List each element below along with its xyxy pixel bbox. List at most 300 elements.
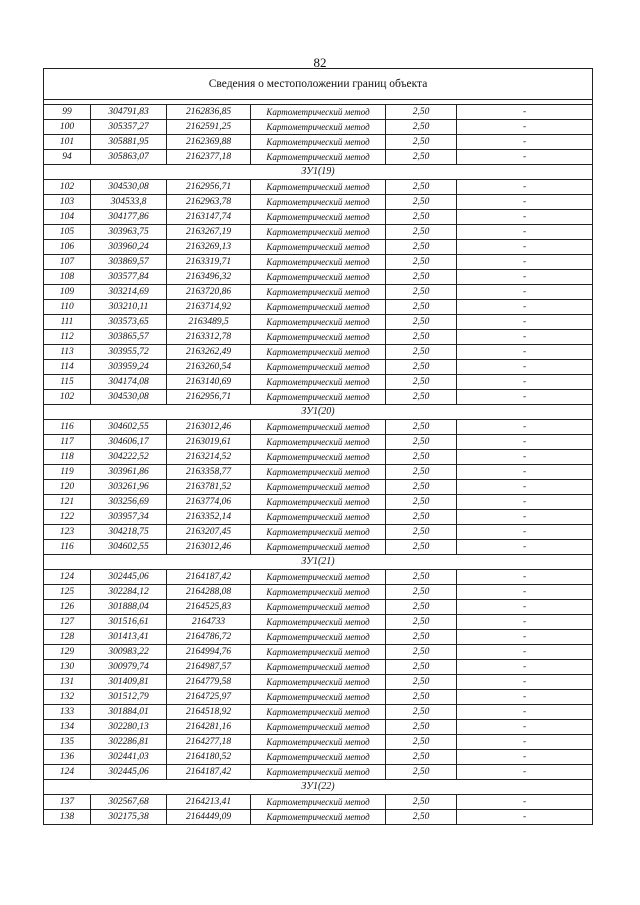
x-coordinate-cell: 302286,81 [91, 735, 167, 750]
point-number-cell: 131 [44, 675, 91, 690]
description-cell: - [457, 495, 593, 510]
point-number-cell: 136 [44, 750, 91, 765]
method-cell: Картометрический метод [251, 525, 386, 540]
accuracy-cell: 2,50 [386, 135, 457, 150]
table-row [44, 345, 593, 360]
description-cell: - [457, 720, 593, 735]
method-cell: Картометрический метод [251, 330, 386, 345]
y-coordinate-cell: 2163358,77 [167, 465, 251, 480]
description-cell: - [457, 570, 593, 585]
table-row [44, 420, 593, 435]
method-cell: Картометрический метод [251, 135, 386, 150]
point-number-cell: 106 [44, 240, 91, 255]
description-cell: - [457, 300, 593, 315]
table-row [44, 390, 593, 405]
x-coordinate-cell: 304602,55 [91, 420, 167, 435]
description-cell: - [457, 690, 593, 705]
point-number-cell: 122 [44, 510, 91, 525]
description-cell: - [457, 120, 593, 135]
description-cell: - [457, 525, 593, 540]
description-cell: - [457, 765, 593, 780]
section-row [44, 165, 593, 180]
point-number-cell: 108 [44, 270, 91, 285]
x-coordinate-cell: 304218,75 [91, 525, 167, 540]
x-coordinate-cell: 305863,07 [91, 150, 167, 165]
point-number-cell: 124 [44, 765, 91, 780]
table-row [44, 525, 593, 540]
x-coordinate-cell: 301413,41 [91, 630, 167, 645]
description-cell: - [457, 255, 593, 270]
point-number-cell: 110 [44, 300, 91, 315]
accuracy-cell: 2,50 [386, 105, 457, 120]
point-number-cell: 99 [44, 105, 91, 120]
y-coordinate-cell: 2164725,97 [167, 690, 251, 705]
x-coordinate-cell: 302567,68 [91, 795, 167, 810]
point-number-cell: 102 [44, 180, 91, 195]
y-coordinate-cell: 2163207,45 [167, 525, 251, 540]
accuracy-cell: 2,50 [386, 810, 457, 825]
x-coordinate-cell: 301888,04 [91, 600, 167, 615]
table-row [44, 435, 593, 450]
description-cell: - [457, 390, 593, 405]
point-number-cell: 127 [44, 615, 91, 630]
accuracy-cell: 2,50 [386, 330, 457, 345]
point-number-cell: 114 [44, 360, 91, 375]
point-number-cell: 115 [44, 375, 91, 390]
y-coordinate-cell: 2163774,06 [167, 495, 251, 510]
x-coordinate-cell: 304174,08 [91, 375, 167, 390]
table-row [44, 330, 593, 345]
table-row [44, 810, 593, 825]
method-cell: Картометрический метод [251, 510, 386, 525]
method-cell: Картометрический метод [251, 195, 386, 210]
description-cell: - [457, 435, 593, 450]
accuracy-cell: 2,50 [386, 120, 457, 135]
table-row [44, 465, 593, 480]
accuracy-cell: 2,50 [386, 660, 457, 675]
method-cell: Картометрический метод [251, 480, 386, 495]
y-coordinate-cell: 2162377,18 [167, 150, 251, 165]
y-coordinate-cell: 2162369,88 [167, 135, 251, 150]
description-cell: - [457, 360, 593, 375]
method-cell: Картометрический метод [251, 390, 386, 405]
y-coordinate-cell: 2163269,13 [167, 240, 251, 255]
accuracy-cell: 2,50 [386, 375, 457, 390]
y-coordinate-cell: 2164779,58 [167, 675, 251, 690]
table-row [44, 675, 593, 690]
table-row [44, 360, 593, 375]
y-coordinate-cell: 2164213,41 [167, 795, 251, 810]
accuracy-cell: 2,50 [386, 570, 457, 585]
accuracy-cell: 2,50 [386, 345, 457, 360]
method-cell: Картометрический метод [251, 810, 386, 825]
accuracy-cell: 2,50 [386, 675, 457, 690]
table-row [44, 150, 593, 165]
x-coordinate-cell: 301512,79 [91, 690, 167, 705]
table-row [44, 570, 593, 585]
point-number-cell: 130 [44, 660, 91, 675]
description-cell: - [457, 420, 593, 435]
x-coordinate-cell: 304530,08 [91, 180, 167, 195]
page-number: 82 [313, 55, 327, 70]
x-coordinate-cell: 302175,38 [91, 810, 167, 825]
accuracy-cell: 2,50 [386, 195, 457, 210]
x-coordinate-cell: 301884,01 [91, 705, 167, 720]
x-coordinate-cell: 303256,69 [91, 495, 167, 510]
point-number-cell: 102 [44, 390, 91, 405]
method-cell: Картометрический метод [251, 315, 386, 330]
x-coordinate-cell: 300983,22 [91, 645, 167, 660]
method-cell: Картометрический метод [251, 240, 386, 255]
description-cell: - [457, 285, 593, 300]
y-coordinate-cell: 2163720,86 [167, 285, 251, 300]
table-row [44, 660, 593, 675]
x-coordinate-cell: 302284,12 [91, 585, 167, 600]
accuracy-cell: 2,50 [386, 180, 457, 195]
description-cell: - [457, 630, 593, 645]
accuracy-cell: 2,50 [386, 240, 457, 255]
description-cell: - [457, 510, 593, 525]
description-cell: - [457, 750, 593, 765]
method-cell: Картометрический метод [251, 360, 386, 375]
x-coordinate-cell: 304222,52 [91, 450, 167, 465]
y-coordinate-cell: 2164187,42 [167, 570, 251, 585]
description-cell: - [457, 810, 593, 825]
table-row [44, 195, 593, 210]
y-coordinate-cell: 2162956,71 [167, 390, 251, 405]
table-row [44, 180, 593, 195]
table-row [44, 630, 593, 645]
description-cell: - [457, 480, 593, 495]
table-row [44, 285, 593, 300]
method-cell: Картометрический метод [251, 270, 386, 285]
accuracy-cell: 2,50 [386, 300, 457, 315]
section-row [44, 405, 593, 420]
description-cell: - [457, 270, 593, 285]
table-row [44, 300, 593, 315]
description-cell: - [457, 135, 593, 150]
point-number-cell: 111 [44, 315, 91, 330]
point-number-cell: 105 [44, 225, 91, 240]
table-row [44, 135, 593, 150]
method-cell: Картометрический метод [251, 150, 386, 165]
y-coordinate-cell: 2163312,78 [167, 330, 251, 345]
y-coordinate-cell: 2164187,42 [167, 765, 251, 780]
description-cell: - [457, 675, 593, 690]
y-coordinate-cell: 2164288,08 [167, 585, 251, 600]
accuracy-cell: 2,50 [386, 315, 457, 330]
method-cell: Картометрический метод [251, 660, 386, 675]
accuracy-cell: 2,50 [386, 285, 457, 300]
accuracy-cell: 2,50 [386, 615, 457, 630]
point-number-cell: 123 [44, 525, 91, 540]
description-cell: - [457, 465, 593, 480]
accuracy-cell: 2,50 [386, 765, 457, 780]
x-coordinate-cell: 303957,34 [91, 510, 167, 525]
table-title: Сведения о местоположении границ объекта [44, 69, 593, 100]
point-number-cell: 138 [44, 810, 91, 825]
table-row [44, 690, 593, 705]
method-cell: Картометрический метод [251, 285, 386, 300]
y-coordinate-cell: 2163147,74 [167, 210, 251, 225]
accuracy-cell: 2,50 [386, 600, 457, 615]
section-title: ЗУ1(21) [44, 555, 593, 570]
point-number-cell: 137 [44, 795, 91, 810]
x-coordinate-cell: 304530,08 [91, 390, 167, 405]
method-cell: Картометрический метод [251, 450, 386, 465]
y-coordinate-cell: 2163319,71 [167, 255, 251, 270]
method-cell: Картометрический метод [251, 540, 386, 555]
y-coordinate-cell: 2163214,52 [167, 450, 251, 465]
x-coordinate-cell: 303573,65 [91, 315, 167, 330]
method-cell: Картометрический метод [251, 345, 386, 360]
point-number-cell: 117 [44, 435, 91, 450]
y-coordinate-cell: 2162956,71 [167, 180, 251, 195]
point-number-cell: 133 [44, 705, 91, 720]
table-row [44, 540, 593, 555]
y-coordinate-cell: 2163489,5 [167, 315, 251, 330]
y-coordinate-cell: 2162836,85 [167, 105, 251, 120]
description-cell: - [457, 195, 593, 210]
x-coordinate-cell: 304602,55 [91, 540, 167, 555]
method-cell: Картометрический метод [251, 570, 386, 585]
x-coordinate-cell: 300979,74 [91, 660, 167, 675]
method-cell: Картометрический метод [251, 735, 386, 750]
x-coordinate-cell: 301516,61 [91, 615, 167, 630]
table-row [44, 120, 593, 135]
table-row [44, 240, 593, 255]
y-coordinate-cell: 2164733 [167, 615, 251, 630]
accuracy-cell: 2,50 [386, 720, 457, 735]
x-coordinate-cell: 303961,86 [91, 465, 167, 480]
point-number-cell: 135 [44, 735, 91, 750]
y-coordinate-cell: 2163012,46 [167, 540, 251, 555]
x-coordinate-cell: 303210,11 [91, 300, 167, 315]
method-cell: Картометрический метод [251, 690, 386, 705]
point-number-cell: 120 [44, 480, 91, 495]
section-title: ЗУ1(19) [44, 165, 593, 180]
point-number-cell: 100 [44, 120, 91, 135]
x-coordinate-cell: 303214,69 [91, 285, 167, 300]
point-number-cell: 134 [44, 720, 91, 735]
point-number-cell: 109 [44, 285, 91, 300]
description-cell: - [457, 540, 593, 555]
description-cell: - [457, 315, 593, 330]
method-cell: Картометрический метод [251, 750, 386, 765]
description-cell: - [457, 735, 593, 750]
description-cell: - [457, 450, 593, 465]
accuracy-cell: 2,50 [386, 750, 457, 765]
y-coordinate-cell: 2163019,61 [167, 435, 251, 450]
table-row [44, 750, 593, 765]
description-cell: - [457, 585, 593, 600]
point-number-cell: 116 [44, 420, 91, 435]
point-number-cell: 116 [44, 540, 91, 555]
method-cell: Картометрический метод [251, 255, 386, 270]
x-coordinate-cell: 303959,24 [91, 360, 167, 375]
y-coordinate-cell: 2163260,54 [167, 360, 251, 375]
method-cell: Картометрический метод [251, 615, 386, 630]
accuracy-cell: 2,50 [386, 525, 457, 540]
y-coordinate-cell: 2162591,25 [167, 120, 251, 135]
y-coordinate-cell: 2164994,76 [167, 645, 251, 660]
table-row [44, 735, 593, 750]
point-number-cell: 113 [44, 345, 91, 360]
point-number-cell: 125 [44, 585, 91, 600]
accuracy-cell: 2,50 [386, 645, 457, 660]
y-coordinate-cell: 2163781,52 [167, 480, 251, 495]
point-number-cell: 107 [44, 255, 91, 270]
y-coordinate-cell: 2164277,18 [167, 735, 251, 750]
x-coordinate-cell: 304606,17 [91, 435, 167, 450]
accuracy-cell: 2,50 [386, 495, 457, 510]
accuracy-cell: 2,50 [386, 360, 457, 375]
section-row [44, 555, 593, 570]
description-cell: - [457, 105, 593, 120]
x-coordinate-cell: 304177,86 [91, 210, 167, 225]
x-coordinate-cell: 303865,57 [91, 330, 167, 345]
point-number-cell: 121 [44, 495, 91, 510]
accuracy-cell: 2,50 [386, 270, 457, 285]
x-coordinate-cell: 302445,06 [91, 570, 167, 585]
y-coordinate-cell: 2164281,16 [167, 720, 251, 735]
method-cell: Картометрический метод [251, 705, 386, 720]
description-cell: - [457, 330, 593, 345]
y-coordinate-cell: 2163352,14 [167, 510, 251, 525]
accuracy-cell: 2,50 [386, 705, 457, 720]
x-coordinate-cell: 302280,13 [91, 720, 167, 735]
section-row [44, 780, 593, 795]
table-row [44, 615, 593, 630]
table-title-row [44, 69, 593, 100]
table-row [44, 210, 593, 225]
point-number-cell: 124 [44, 570, 91, 585]
table-row [44, 270, 593, 285]
y-coordinate-cell: 2164525,83 [167, 600, 251, 615]
y-coordinate-cell: 2164449,09 [167, 810, 251, 825]
table-row [44, 375, 593, 390]
method-cell: Картометрический метод [251, 675, 386, 690]
method-cell: Картометрический метод [251, 795, 386, 810]
method-cell: Картометрический метод [251, 180, 386, 195]
accuracy-cell: 2,50 [386, 585, 457, 600]
x-coordinate-cell: 302445,06 [91, 765, 167, 780]
x-coordinate-cell: 303261,96 [91, 480, 167, 495]
description-cell: - [457, 240, 593, 255]
accuracy-cell: 2,50 [386, 690, 457, 705]
y-coordinate-cell: 2164786,72 [167, 630, 251, 645]
section-title: ЗУ1(20) [44, 405, 593, 420]
method-cell: Картометрический метод [251, 225, 386, 240]
accuracy-cell: 2,50 [386, 210, 457, 225]
point-number-cell: 119 [44, 465, 91, 480]
accuracy-cell: 2,50 [386, 390, 457, 405]
point-number-cell: 112 [44, 330, 91, 345]
table-row [44, 105, 593, 120]
x-coordinate-cell: 303577,84 [91, 270, 167, 285]
x-coordinate-cell: 305881,95 [91, 135, 167, 150]
table-row [44, 705, 593, 720]
y-coordinate-cell: 2163496,32 [167, 270, 251, 285]
accuracy-cell: 2,50 [386, 540, 457, 555]
point-number-cell: 103 [44, 195, 91, 210]
method-cell: Картометрический метод [251, 210, 386, 225]
description-cell: - [457, 210, 593, 225]
accuracy-cell: 2,50 [386, 420, 457, 435]
y-coordinate-cell: 2163140,69 [167, 375, 251, 390]
table-row [44, 255, 593, 270]
table-row [44, 585, 593, 600]
method-cell: Картометрический метод [251, 435, 386, 450]
accuracy-cell: 2,50 [386, 150, 457, 165]
method-cell: Картометрический метод [251, 105, 386, 120]
method-cell: Картометрический метод [251, 465, 386, 480]
y-coordinate-cell: 2163012,46 [167, 420, 251, 435]
table-row [44, 795, 593, 810]
point-number-cell: 104 [44, 210, 91, 225]
description-cell: - [457, 375, 593, 390]
accuracy-cell: 2,50 [386, 225, 457, 240]
point-number-cell: 129 [44, 645, 91, 660]
table-row [44, 720, 593, 735]
description-cell: - [457, 180, 593, 195]
method-cell: Картометрический метод [251, 630, 386, 645]
description-cell: - [457, 600, 593, 615]
method-cell: Картометрический метод [251, 420, 386, 435]
accuracy-cell: 2,50 [386, 480, 457, 495]
accuracy-cell: 2,50 [386, 435, 457, 450]
description-cell: - [457, 660, 593, 675]
y-coordinate-cell: 2164180,52 [167, 750, 251, 765]
table-row [44, 600, 593, 615]
method-cell: Картометрический метод [251, 495, 386, 510]
accuracy-cell: 2,50 [386, 795, 457, 810]
accuracy-cell: 2,50 [386, 735, 457, 750]
x-coordinate-cell: 304791,83 [91, 105, 167, 120]
method-cell: Картометрический метод [251, 375, 386, 390]
table-row [44, 645, 593, 660]
accuracy-cell: 2,50 [386, 465, 457, 480]
section-title: ЗУ1(22) [44, 780, 593, 795]
description-cell: - [457, 705, 593, 720]
description-cell: - [457, 645, 593, 660]
method-cell: Картометрический метод [251, 600, 386, 615]
table-row [44, 765, 593, 780]
point-number-cell: 118 [44, 450, 91, 465]
description-cell: - [457, 345, 593, 360]
point-number-cell: 126 [44, 600, 91, 615]
table-row [44, 315, 593, 330]
x-coordinate-cell: 303955,72 [91, 345, 167, 360]
y-coordinate-cell: 2163714,92 [167, 300, 251, 315]
point-number-cell: 132 [44, 690, 91, 705]
x-coordinate-cell: 303963,75 [91, 225, 167, 240]
description-cell: - [457, 225, 593, 240]
y-coordinate-cell: 2164518,92 [167, 705, 251, 720]
accuracy-cell: 2,50 [386, 450, 457, 465]
accuracy-cell: 2,50 [386, 255, 457, 270]
table-row [44, 450, 593, 465]
point-number-cell: 101 [44, 135, 91, 150]
y-coordinate-cell: 2162963,78 [167, 195, 251, 210]
y-coordinate-cell: 2163262,49 [167, 345, 251, 360]
point-number-cell: 128 [44, 630, 91, 645]
method-cell: Картометрический метод [251, 585, 386, 600]
description-cell: - [457, 615, 593, 630]
method-cell: Картометрический метод [251, 645, 386, 660]
description-cell: - [457, 150, 593, 165]
x-coordinate-cell: 305357,27 [91, 120, 167, 135]
